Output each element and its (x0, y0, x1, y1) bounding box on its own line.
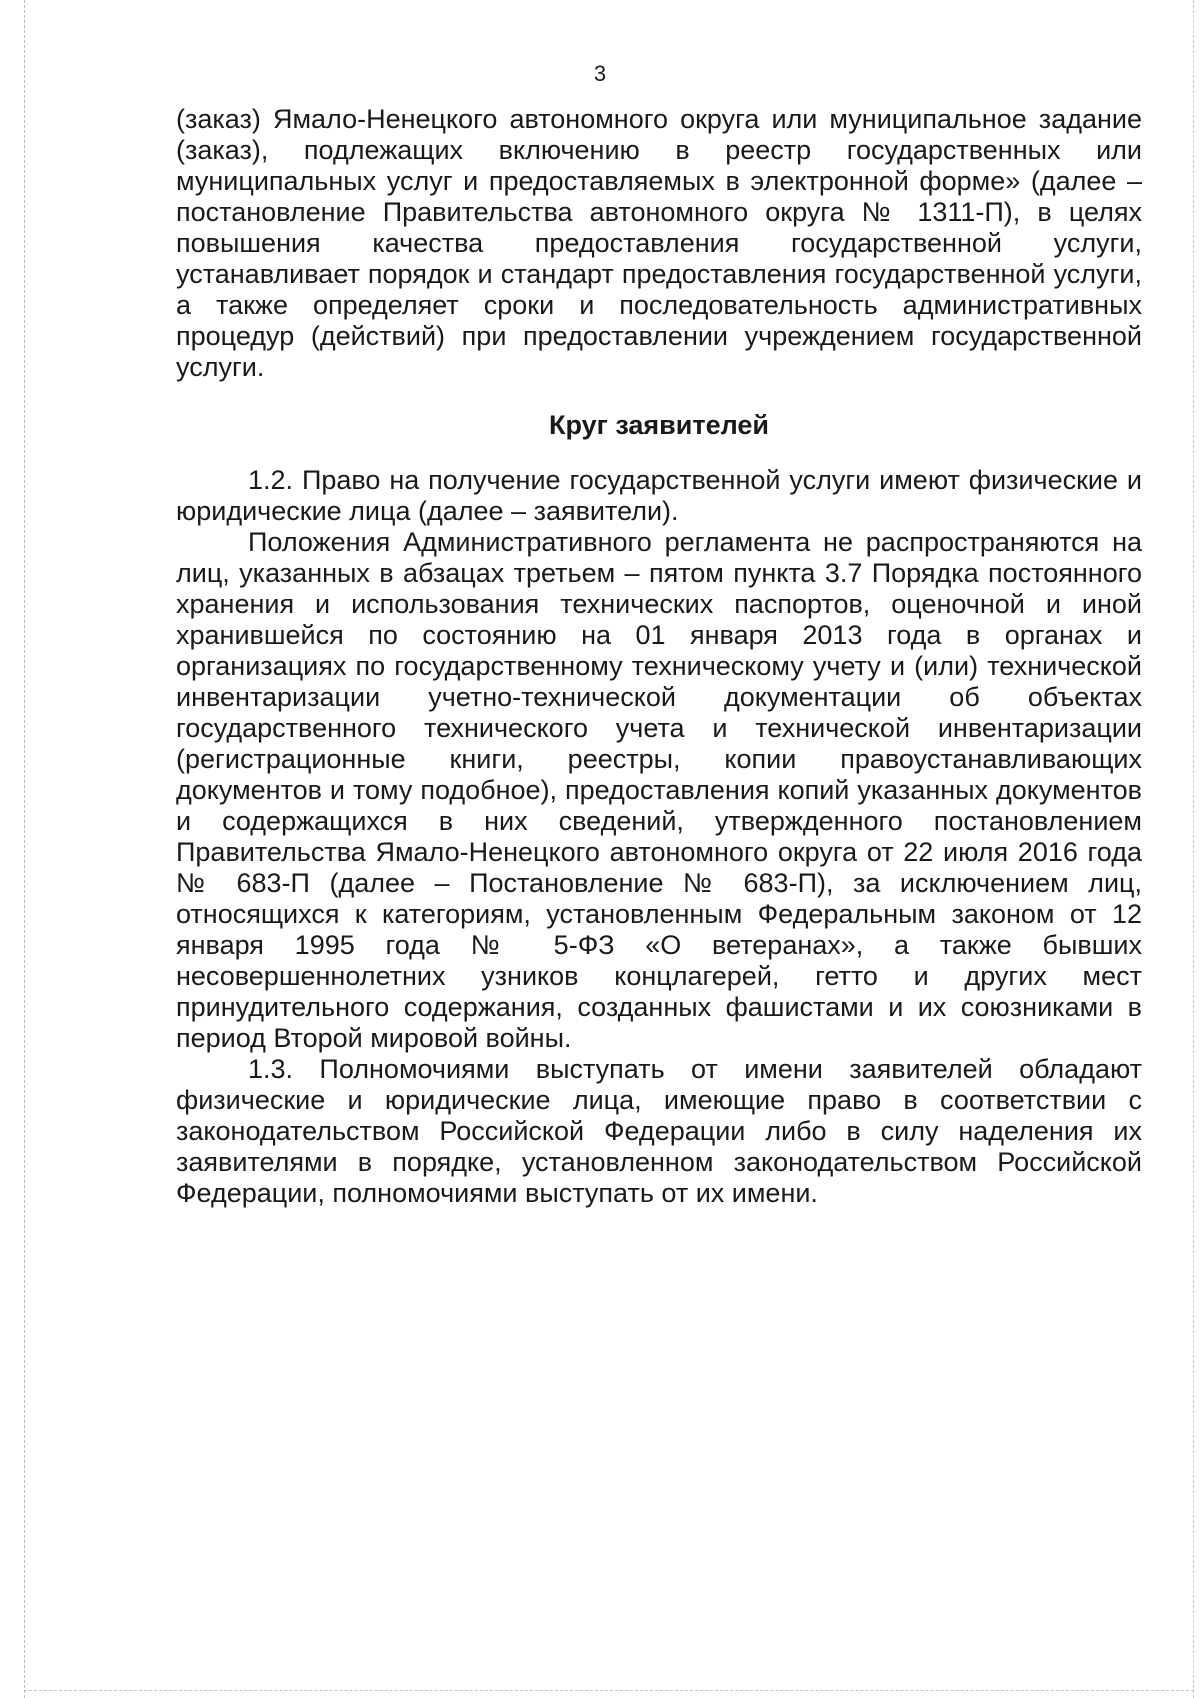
paragraph-1-2: 1.2. Право на получение государственной услуги имеют физические и юридические лица (далее – заявители). (176, 465, 1142, 526)
scan-edge-left (24, 0, 25, 1698)
document-body (176, 104, 1142, 1209)
section-heading: Круг заявителей (548, 410, 770, 440)
paragraph-exclusions: Положения Административного регламента не распространяются на лиц, указанных в абзацах третьем – пятом пункта 3.7 Порядка постоянного хранения и использования технических паспортов, оценочной и иной хранившейся по состоянию на 01 января 2013 года в органах и организациях по государственному техническому учету и (или) технической инвентаризации учетно-технической документации об объектах государственного технического учета и технической инвентаризации (регистрационные книги, реестры, копии правоустанавливающих документов и тому подобное), предоставления копий указанных документов и содержащихся в них сведений, утвержденного постановлением Правительства Ямало-Ненецкого автономного округа от 22 июля 2016 года № 683-П (далее – Постановление № 683-П), за исключением лиц, относящихся к категориям, установленным Федеральным законом от 12 января 1995 года № 5-ФЗ «О ветеранах», а также бывших несовершеннолетних узников концлагерей, гетто и других мест принудительного содержания, созданных фашистами и их союзниками в период Второй мировой войны. (176, 527, 1142, 1053)
paragraph-1-3: 1.3. Полномочиями выступать от имени заявителей обладают физические и юридические лица, имеющие право в соответствии с законодательством Российской Федерации либо в силу наделения их заявителями в порядке, установленном законодательством Российской Федерации, полномочиями выступать от их имени. (176, 1054, 1142, 1208)
paragraph-continuation: (заказ) Ямало-Ненецкого автономного округа или муниципальное задание (заказ), подлежащих включению в реестр государственных или муниципальных услуг и предоставляемых в электронной форме» (далее – постановление Правительства автономного округа № 1311-П), в целях повышения качества предоставления государственной услуги, устанавливает порядок и стандарт предоставления государственной услуги, а также определяет сроки и последовательность административных процедур (действий) при предоставлении учреждением государственной услуги. (176, 104, 1142, 382)
scan-edge-right (1193, 0, 1194, 1698)
page-number: 3 (593, 61, 607, 86)
scan-edge-bottom (24, 1690, 1194, 1691)
